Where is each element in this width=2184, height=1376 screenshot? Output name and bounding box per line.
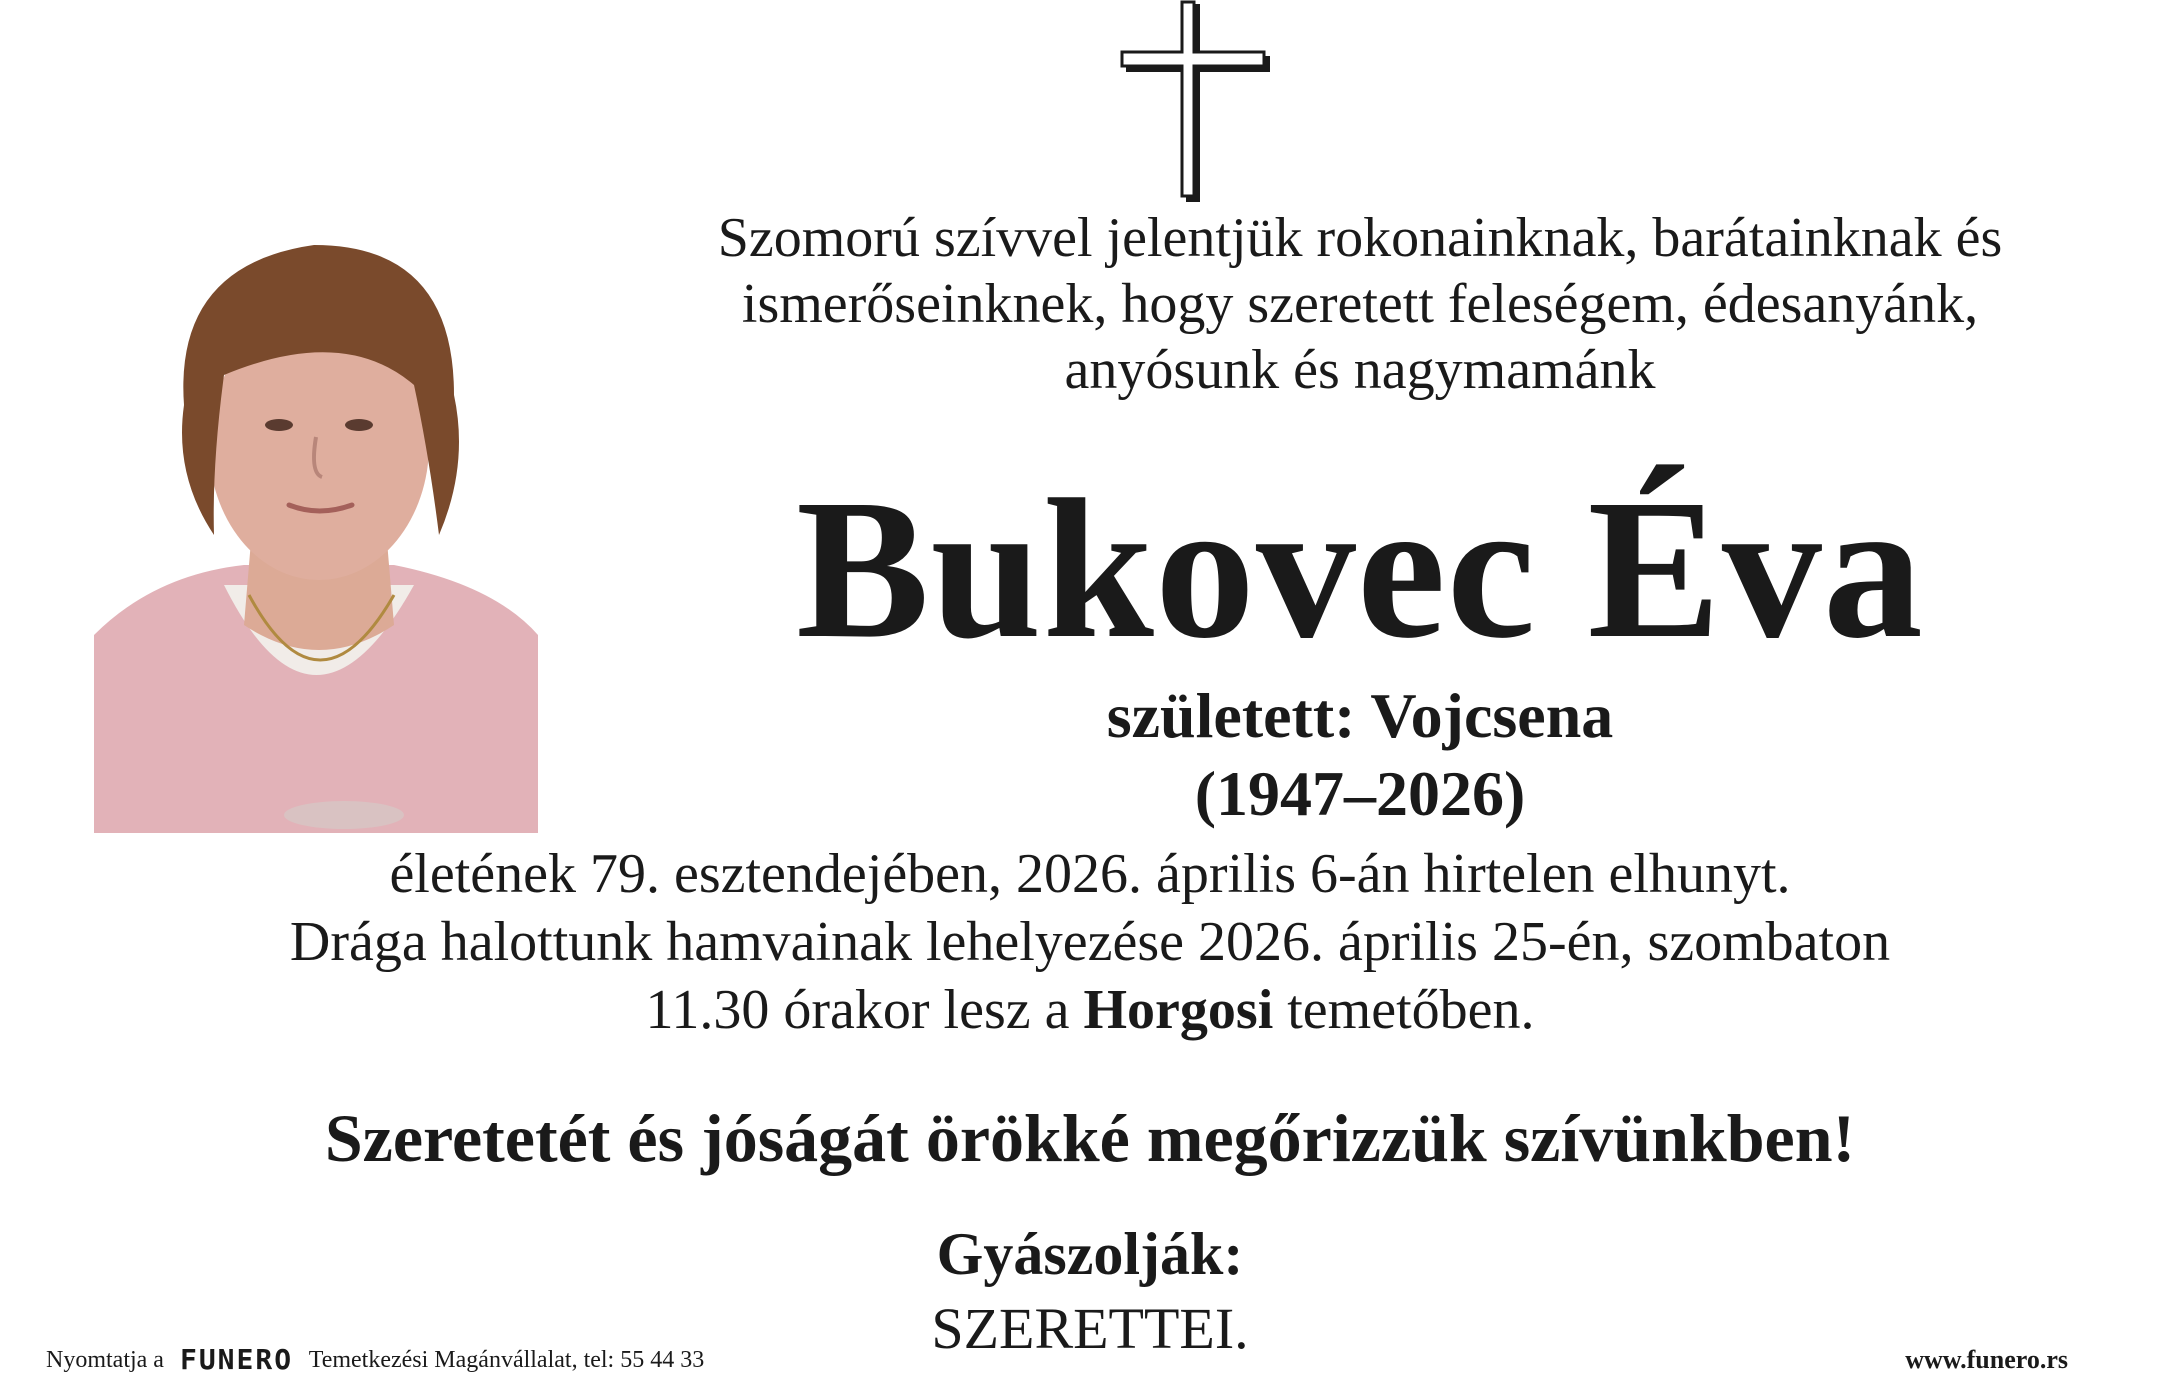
funero-logo: FUNERO (179, 1343, 294, 1376)
intro-line-2: ismerőseinknek, hogy szeretett feleségem, édesanyánk, (741, 273, 1979, 335)
intro-line-1: Szomorú szívvel jelentjük rokonainknak, barátainknak és (717, 207, 2003, 269)
maiden-name: született: Vojcsena (1106, 680, 1614, 751)
details-line-1: életének 79. esztendejében, 2026. április 6-án hirtelen elhunyt. (389, 843, 1791, 905)
details-line-3-pre: 11.30 órakor lesz a (645, 979, 1084, 1041)
footer-printer-info (46, 1343, 705, 1376)
details-line-2: Drága halottunk hamvainak lehelyezése 2026. április 25-én, szombaton (289, 911, 1891, 973)
portrait-photo (94, 205, 538, 833)
footer-website-link[interactable]: www.funero.rs (1905, 1345, 2068, 1374)
intro-text (620, 205, 2100, 403)
mourners-names: SZERETTEI. (931, 1296, 1249, 1361)
details-line-3-post: temetőben. (1273, 979, 1535, 1041)
cross-icon (1118, 0, 1278, 202)
memorial-motto: Szeretetét és jóságát örökké megőrizzük szívünkben! (324, 1100, 1856, 1176)
footer-suffix: Temetkezési Magánvállalat, tel: 55 44 33 (308, 1347, 705, 1373)
cemetery-name: Horgosi (1083, 979, 1274, 1041)
life-dates: (1947–2026) (1194, 758, 1526, 829)
footer-prefix: Nyomtatja a (46, 1347, 164, 1373)
deceased-name: Bukovec Éva (796, 459, 1924, 680)
funeral-details (100, 840, 2080, 1044)
intro-line-3: anyósunk és nagymamánk (1064, 339, 1656, 401)
details-line-3 (100, 976, 2080, 1044)
mourners-label: Gyászolják: (936, 1221, 1244, 1287)
